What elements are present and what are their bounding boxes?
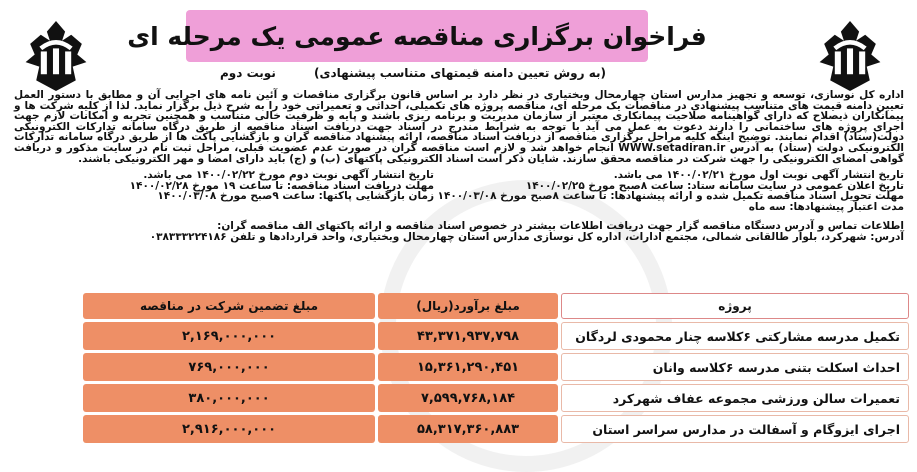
announcement-body	[14, 90, 904, 164]
submission-deadline: مهلت تحویل اسناد مناقصه تکمیل شده و ارائه پیشنهادها: تا ساعت ۸صبح مورخ ۱۴۰۰/۰۳/۰۸	[437, 190, 904, 203]
header-estimate: مبلغ برآورد(ریال)	[378, 293, 558, 319]
document-deadline: مهلت دریافت اسناد مناقصه: تا ساعت ۱۹ مورخ ۱۴۰۰/۰۲/۲۸	[129, 179, 434, 192]
ministry-emblem-left	[18, 18, 94, 94]
estimate-amount: ۴۳,۳۷۱,۹۳۷,۷۹۸	[378, 322, 558, 350]
contact-block	[14, 221, 904, 242]
table-row	[83, 415, 909, 443]
second-publish-date: تاریخ انتشار آگهی نوبت دوم مورخ ۱۴۰۰/۰۲/۲۲ می باشد.	[143, 169, 434, 181]
projects-table	[80, 290, 912, 448]
contact-address: آدرس: شهرکرد، بلوار طالقانی شمالی، مجتمع ادارات، اداره کل نوسازی مدارس استان چهارمحال وبختیاری، واحد قراردادها و تلفن ۰۳۸۳۳۳۲۲۴۱۸۶	[149, 230, 904, 243]
title-banner	[127, 10, 707, 62]
page-title: فراخوان برگزاری مناقصه عمومی یک مرحله ای	[127, 21, 707, 51]
project-name: تعمیرات سالن ورزشی مجموعه عفاف شهرکرد	[561, 384, 909, 412]
table-header-row	[83, 293, 909, 319]
project-name: تکمیل مدرسه مشارکتی ۶کلاسه چنار محمودی لردگان	[561, 322, 909, 350]
table-row	[83, 353, 909, 381]
guarantee-amount: ۷۶۹,۰۰۰,۰۰۰	[83, 353, 375, 381]
guarantee-amount: ۳۸۰,۰۰۰,۰۰۰	[83, 384, 375, 412]
table-row	[83, 322, 909, 350]
opening-time: زمان بازگشایی پاکتها: ساعت ۹صبح مورخ ۱۴۰۰/۰۳/۰۸	[157, 190, 434, 203]
estimate-amount: ۷,۵۹۹,۷۶۸,۱۸۴	[378, 384, 558, 412]
project-name: احداث اسکلت بتنی مدرسه ۶کلاسه وانان	[561, 353, 909, 381]
project-name: اجرای ایزوگام و آسفالت در مدارس سراسر استان	[561, 415, 909, 443]
guarantee-amount: ۲,۹۱۶,۰۰۰,۰۰۰	[83, 415, 375, 443]
header-project: پروژه	[561, 293, 909, 319]
public-announcement-date: تاریخ اعلان عمومی در سایت سامانه ستاد: ساعت ۸صبح مورخ ۱۴۰۰/۰۲/۲۵	[525, 179, 904, 192]
dates-block	[14, 170, 904, 212]
estimate-amount: ۵۸,۳۱۷,۳۶۰,۸۸۳	[378, 415, 558, 443]
ministry-emblem-right	[812, 18, 888, 94]
first-publish-date: تاریخ انتشار آگهی نوبت اول مورخ ۱۴۰۰/۰۲/۲۱ می باشد.	[613, 169, 904, 181]
page-subtitle: (به روش تعیین دامنه قیمتهای متناسب پیشنهادی)	[314, 66, 606, 80]
estimate-amount: ۱۵,۳۶۱,۲۹۰,۴۵۱	[378, 353, 558, 381]
body-paragraph: اداره کل نوسازی، توسعه و تجهیز مدارس استان چهارمحال وبختیاری در نظر دارد بر اساس قانون برگزاری مناقصات و آئین نامه های اجرایی آن و مطابق با دستور العمل تعیین دامنه قیمت های متناسب پیشنهادی در مناقصات یک مرحله ای، مناقصه پروژه های تکمیلی، احداثی و تعمیراتی خود را به شرح ذیل برگزار نماید. لذا از کلیه شرکت ها و پیمانکاران ذیصلاح که دارای گواهینامه صلاحیت پیمانکاری معتبر از سازمان مدیریت و برنامه ریزی باشند و پایه و ظرفیت خالی متناسب و همچنین تجربه و امکانات لازم جهت اجرای پروژه های ساختمانی را دارند دعوت به عمل می آید با توجه به شرایط مندرج در اسناد جهت دریافت اسناد مناقصه از طریق درگاه سامانه تدارکات الکترونیکی دولت(ستاد) اقدام نمایند. توضیح اینکه کلیه مراحل برگزاری مناقصه از دریافت اسناد مناقصه، ارائه پیشنهاد مناقصه گران و بازگشایی پاکت ها از طریق درگاه سامانه تدارکات الکترونیکی دولت (ستاد) به آدرس WWW.setadiran.ir انجام خواهد شد و لازم است مناقصه گران در صورت عدم عضویت قبلی، مراحل ثبت نام در سایت مذکور و دریافت گواهی امضای الکترونیکی را جهت شرکت در مناقصه محقق سازند. شایان ذکر است اسناد الکترونیکی پاکتهای (ب) و (ج) باید دارای امضا و مهر الکترونیکی باشند.	[14, 89, 904, 165]
bid-validity: مدت اعتبار پیشنهادها: سه ماه	[748, 200, 904, 213]
guarantee-amount: ۲,۱۶۹,۰۰۰,۰۰۰	[83, 322, 375, 350]
announcement-round: نوبت دوم	[220, 66, 276, 80]
header-guarantee: مبلغ تضمین شرکت در مناقصه	[83, 293, 375, 319]
table-row	[83, 384, 909, 412]
contact-intro: اطلاعات تماس و آدرس دستگاه مناقصه گزار جهت دریافت اطلاعات بیشتر در خصوص اسناد مناقصه و ارائه پاکتهای الف مناقصه گران:	[217, 220, 904, 232]
